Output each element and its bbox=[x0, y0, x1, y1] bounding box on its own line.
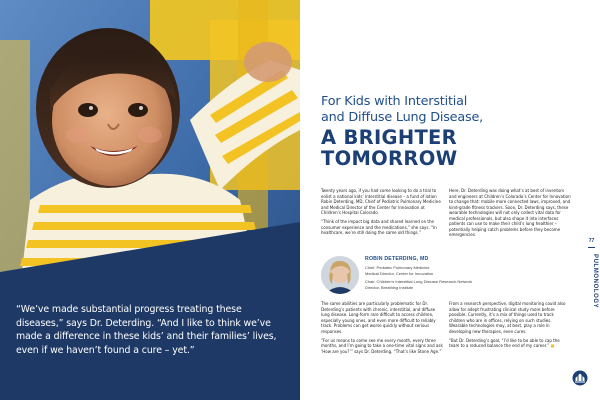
pull-quote: “We’ve made substantial progress treating these diseases,” says Dr. Deterding. “And I like to think we’ve made a difference in these kids’ and their families’ lives, even if we haven’t found a cure – yet.” bbox=[16, 304, 277, 356]
end-mark: ■ bbox=[550, 343, 555, 348]
body-column-c bbox=[321, 301, 443, 358]
headline-line-2: TOMORROW bbox=[321, 146, 458, 170]
expert-portrait bbox=[321, 256, 359, 294]
body-paragraph: “For us means to come see me every month, every three months, and I’m going to take a one-time vital signs and ask ‘How are you?’” says Dr. Deterding. “That’s like Stone Age.” bbox=[321, 337, 443, 354]
body-column-a bbox=[321, 188, 443, 239]
hospital-logo-icon bbox=[572, 370, 588, 386]
section-label: PULMONOLOGY bbox=[592, 254, 598, 309]
body-column-b bbox=[449, 188, 571, 241]
body-column-d bbox=[449, 301, 571, 352]
kicker-line-2: and Diffuse Lung Disease, bbox=[321, 110, 483, 126]
body-paragraph: Twenty years ago, if you had come looking to do a trial to enlist a national kids’ Interstitial disease – a fund of lotion Robin Deterding, MD, Chief of Pediatric Pulmonary Medicine and Medical Director of the Center for Innovation at Children’s Hospital Colorado. bbox=[321, 188, 441, 215]
tab-divider bbox=[588, 247, 595, 248]
right-page bbox=[300, 0, 600, 400]
headline-line-1: A BRIGHTER bbox=[321, 126, 457, 149]
expert-title: Director, Breathing Institute bbox=[365, 285, 414, 290]
page-number: 77 bbox=[588, 238, 595, 244]
expert-title: Medical Director, Center for Innovation bbox=[365, 271, 434, 276]
body-paragraph: The same abilities are particularly problematic for Dr. Deterding’s patients with chronic, interstitial, and diffuse lung disease. Long-form rare difficult to access children, especially young ones, and even more difficult to reliably track. Problems can get worse quickly without serious responses. bbox=[321, 301, 436, 334]
article-headline bbox=[321, 128, 581, 169]
expert-profile bbox=[321, 256, 573, 296]
expert-title: Chair, Children’s Interstitial Lung Disease Research Network bbox=[365, 279, 473, 284]
kicker-line-1: For Kids with Interstitial bbox=[321, 94, 468, 109]
expert-title: Chief, Pediatric Pulmonary Medicine bbox=[365, 265, 430, 270]
article-kicker bbox=[321, 94, 571, 127]
body-paragraph: Here, Dr. Deterding was doing what’s at best of inventors and engineers at Children’s Colorado’s Center for Innovation to change that: mobile more connected laws, improved, and kind-grade fitness trackers. Soon, Dr. Deterding says, these wearable technologies will not only collect vital data for medical professionals, but also shape it into interfaces patients can use to make their child’s lung healthier – potentially helping catch problems before they become emergencies. bbox=[449, 188, 571, 237]
expert-name: ROBIN DETERDING, MD bbox=[365, 256, 429, 262]
body-paragraph: “Think of the impact big data and shared learned on the consumer experience and the medications,” she says. “In healthcare, we’re still doing the same old things.” bbox=[321, 219, 437, 235]
section-tab bbox=[583, 230, 600, 370]
body-paragraph bbox=[449, 338, 571, 349]
body-paragraph-text: “But Dr. Deterding’s goal, “I’d like to be able to cap the team to a reduced balance the end of my career.” bbox=[449, 337, 560, 348]
body-paragraph: From a research perspective, digital monitoring could also allow for adept frustrating clinical study more before possible. Currently, it’s a mix of things used to track children who are in offices, relying on such studies. Wearable technologies may, at best, play a role in developing new therapies, even cures. bbox=[449, 301, 566, 334]
